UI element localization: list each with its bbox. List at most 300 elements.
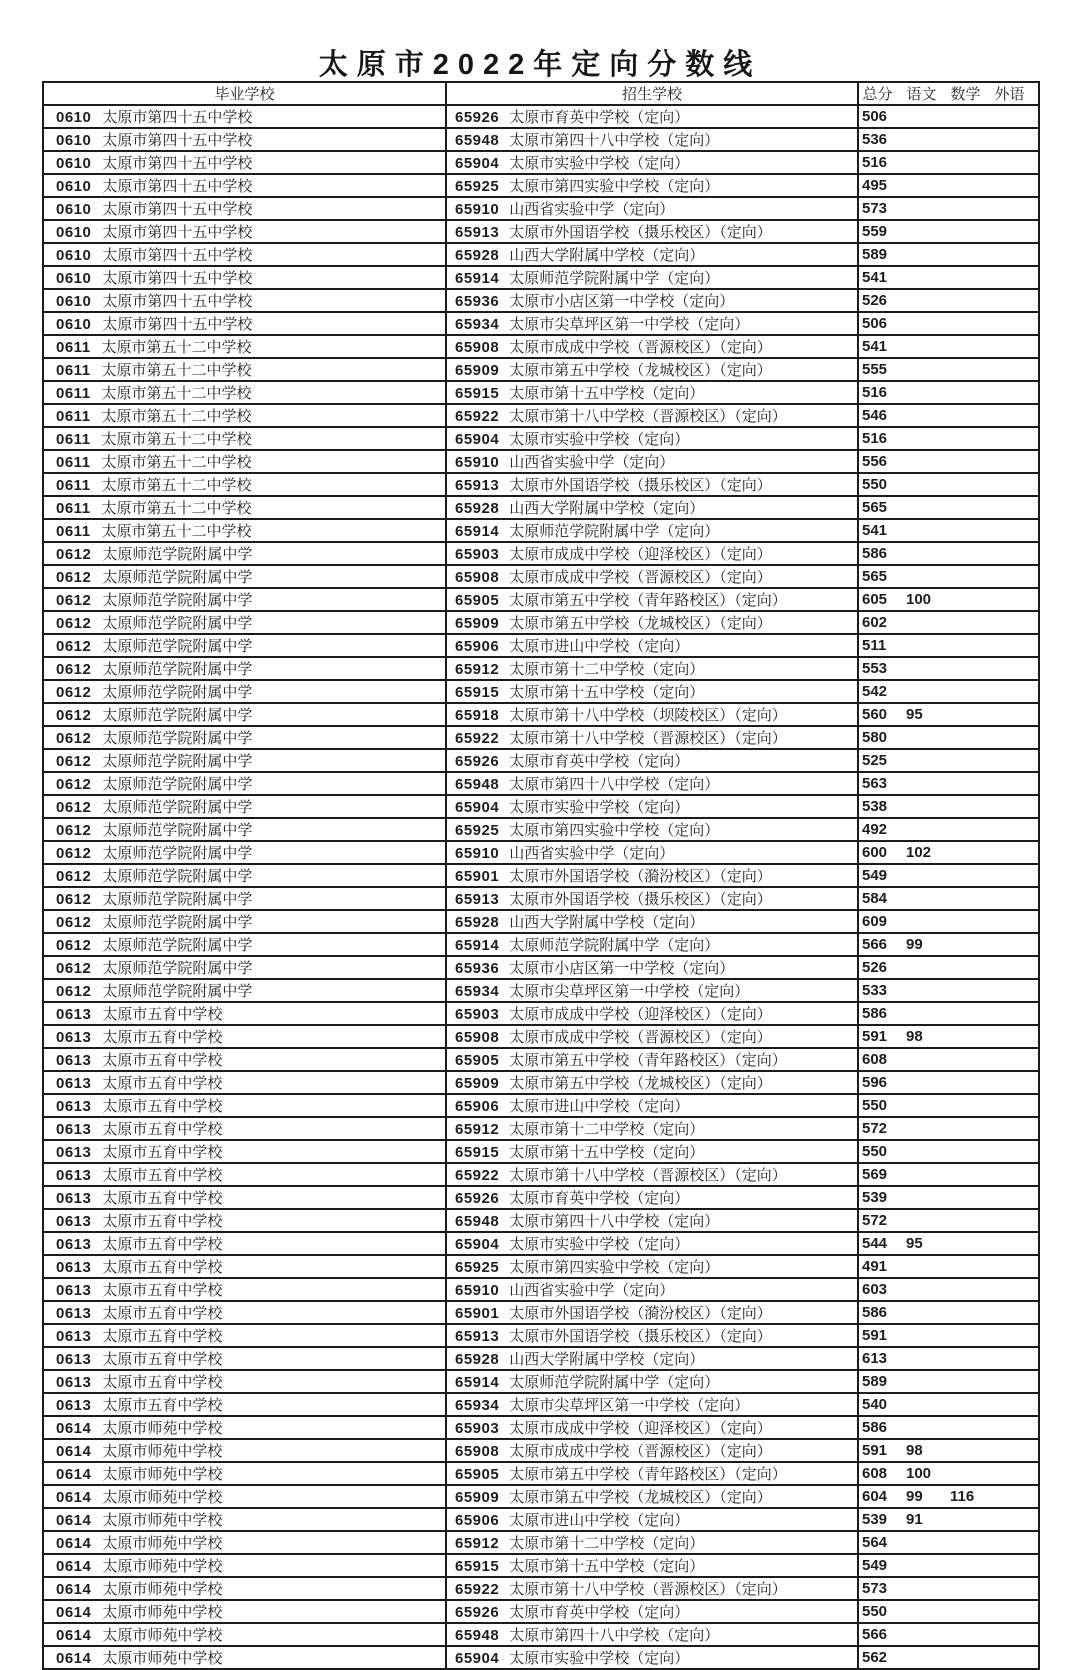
scores-cell — [858, 657, 1039, 680]
rec-school-cell — [446, 473, 858, 496]
grad-school-cell — [43, 381, 446, 404]
table-row — [43, 335, 1039, 358]
rec-school-name: 太原市进山中学校（定向） — [509, 1098, 690, 1115]
grad-school-cell — [43, 1324, 446, 1347]
rec-school-cell — [446, 979, 858, 1002]
grad-school-cell — [43, 243, 446, 266]
grad-school-name: 太原市五育中学校 — [102, 1328, 223, 1345]
grad-school-name: 太原师范学院附属中学 — [102, 615, 253, 632]
rec-school-name: 太原市小店区第一中学校（定向） — [509, 960, 735, 977]
rec-school-cell — [446, 220, 858, 243]
rec-school-code: 65925 — [455, 822, 500, 839]
chinese-score: 91 — [906, 1511, 923, 1528]
total-score: 539 — [862, 1189, 888, 1206]
grad-school-code: 0612 — [56, 661, 92, 678]
scores-cell — [858, 1485, 1039, 1508]
rec-school-name: 太原市第四实验中学校（定向） — [509, 178, 720, 195]
rec-school-cell — [446, 933, 858, 956]
grad-school-name: 太原市五育中学校 — [102, 1006, 223, 1023]
rec-school-cell — [446, 427, 858, 450]
table-row — [43, 1117, 1039, 1140]
total-score: 600 — [862, 844, 888, 861]
rec-school-code: 65934 — [455, 316, 500, 333]
rec-school-name: 太原市成成中学校（迎泽校区）（定向） — [509, 546, 772, 563]
total-score: 542 — [862, 683, 888, 700]
rec-school-cell — [446, 565, 858, 588]
rec-school-code: 65934 — [455, 983, 500, 1000]
grad-school-code: 0613 — [56, 1190, 92, 1207]
grad-school-cell — [43, 105, 446, 128]
rec-school-cell — [446, 1393, 858, 1416]
table-row — [43, 1554, 1039, 1577]
rec-school-cell — [446, 1623, 858, 1646]
scores-cell — [858, 1140, 1039, 1163]
rec-school-code: 65905 — [455, 592, 500, 609]
scores-cell — [858, 749, 1039, 772]
total-score: 539 — [862, 1511, 888, 1528]
total-score: 536 — [862, 131, 888, 148]
table-row — [43, 1163, 1039, 1186]
rec-school-name: 太原市外国语学校（漪汾校区）（定向） — [509, 1305, 772, 1322]
rec-school-code: 65903 — [455, 1006, 500, 1023]
table-row — [43, 749, 1039, 772]
grad-school-name: 太原市师苑中学校 — [102, 1443, 223, 1460]
rec-school-code: 65925 — [455, 1259, 500, 1276]
rec-school-cell — [446, 1600, 858, 1623]
grad-school-cell — [43, 358, 446, 381]
grad-school-cell — [43, 1347, 446, 1370]
rec-school-code: 65912 — [455, 1535, 500, 1552]
total-score: 605 — [862, 591, 888, 608]
scores-cell — [858, 335, 1039, 358]
total-score: 538 — [862, 798, 888, 815]
total-score: 550 — [862, 1143, 888, 1160]
table-row — [43, 1531, 1039, 1554]
grad-school-cell — [43, 404, 446, 427]
grad-school-code: 0614 — [56, 1535, 92, 1552]
rec-school-cell — [446, 818, 858, 841]
grad-school-name: 太原市第五十二中学校 — [101, 385, 252, 402]
total-score: 580 — [862, 729, 888, 746]
grad-school-cell — [43, 680, 446, 703]
total-score: 549 — [862, 867, 888, 884]
rec-school-code: 65922 — [455, 1581, 500, 1598]
grad-school-cell — [43, 519, 446, 542]
grad-school-code: 0610 — [56, 132, 92, 149]
grad-school-cell — [43, 1554, 446, 1577]
grad-school-code: 0612 — [56, 569, 92, 586]
rec-school-code: 65914 — [455, 523, 500, 540]
scores-cell — [858, 1462, 1039, 1485]
rec-school-name: 太原市第五中学校（青年路校区）（定向） — [509, 592, 787, 609]
grad-school-cell — [43, 1071, 446, 1094]
table-row — [43, 496, 1039, 519]
grad-school-code: 0614 — [56, 1420, 92, 1437]
rec-school-name: 太原市第十八中学校（坝陵校区）（定向） — [509, 707, 787, 724]
rec-school-code: 65934 — [455, 1397, 500, 1414]
chinese-score: 98 — [906, 1442, 923, 1459]
table-body — [43, 105, 1039, 1669]
chinese-score: 102 — [906, 844, 932, 861]
grad-school-name: 太原市师苑中学校 — [102, 1604, 223, 1621]
scores-cell — [858, 128, 1039, 151]
table-row — [43, 634, 1039, 657]
rec-school-code: 65909 — [455, 1075, 500, 1092]
scores-cell — [858, 1646, 1039, 1669]
rec-school-cell — [446, 1577, 858, 1600]
table-row — [43, 1324, 1039, 1347]
rec-school-cell — [446, 542, 858, 565]
scores-cell — [858, 772, 1039, 795]
scores-cell — [858, 1209, 1039, 1232]
chinese-score: 95 — [906, 1235, 923, 1252]
scores-cell — [858, 542, 1039, 565]
grad-school-name: 太原市五育中学校 — [102, 1236, 223, 1253]
rec-school-cell — [446, 450, 858, 473]
rec-school-code: 65915 — [455, 1558, 500, 1575]
grad-school-name: 太原市第五十二中学校 — [101, 408, 252, 425]
grad-school-code: 0612 — [56, 891, 92, 908]
rec-school-name: 太原市第十五中学校（定向） — [509, 1558, 705, 1575]
rec-school-name: 山西大学附属中学校（定向） — [509, 914, 705, 931]
rec-school-cell — [446, 749, 858, 772]
rec-school-name: 太原市实验中学校（定向） — [509, 1236, 690, 1253]
rec-school-code: 65914 — [455, 270, 500, 287]
grad-school-code: 0614 — [56, 1627, 92, 1644]
grad-school-name: 太原市五育中学校 — [102, 1121, 223, 1138]
grad-school-cell — [43, 726, 446, 749]
rec-school-code: 65922 — [455, 730, 500, 747]
scores-cell — [858, 312, 1039, 335]
rec-school-name: 太原市第四十八中学校（定向） — [509, 132, 720, 149]
grad-school-code: 0610 — [56, 201, 92, 218]
rec-school-name: 太原市尖草坪区第一中学校（定向） — [509, 1397, 750, 1414]
grad-school-code: 0612 — [56, 707, 92, 724]
grad-school-code: 0611 — [56, 408, 91, 425]
rec-school-code: 65928 — [455, 247, 500, 264]
grad-school-name: 太原市第五十二中学校 — [101, 431, 252, 448]
total-score: 609 — [862, 913, 888, 930]
rec-school-name: 太原市进山中学校（定向） — [509, 1512, 690, 1529]
rec-school-cell — [446, 1416, 858, 1439]
header-total-score: 总分 — [862, 86, 893, 103]
table-row — [43, 1025, 1039, 1048]
grad-school-cell — [43, 197, 446, 220]
total-score: 550 — [862, 1097, 888, 1114]
rec-school-code: 65901 — [455, 1305, 500, 1322]
grad-school-cell — [43, 542, 446, 565]
table-row — [43, 841, 1039, 864]
grad-school-code: 0611 — [56, 385, 91, 402]
rec-school-cell — [446, 657, 858, 680]
scores-cell — [858, 105, 1039, 128]
rec-school-cell — [446, 358, 858, 381]
total-score: 492 — [862, 821, 888, 838]
grad-school-code: 0611 — [56, 500, 91, 517]
rec-school-cell — [446, 496, 858, 519]
grad-school-cell — [43, 220, 446, 243]
grad-school-cell — [43, 864, 446, 887]
total-score: 572 — [862, 1212, 888, 1229]
grad-school-cell — [43, 1255, 446, 1278]
total-score: 546 — [862, 407, 888, 424]
table-row — [43, 611, 1039, 634]
scores-cell — [858, 680, 1039, 703]
rec-school-code: 65906 — [455, 1098, 500, 1115]
rec-school-cell — [446, 1163, 858, 1186]
scores-cell — [858, 220, 1039, 243]
scores-cell — [858, 1094, 1039, 1117]
grad-school-code: 0614 — [56, 1558, 92, 1575]
scores-cell — [858, 933, 1039, 956]
total-score: 591 — [862, 1442, 888, 1459]
grad-school-cell — [43, 1646, 446, 1669]
grad-school-code: 0610 — [56, 224, 92, 241]
grad-school-cell — [43, 565, 446, 588]
grad-school-code: 0612 — [56, 638, 92, 655]
rec-school-name: 太原市第五中学校（龙城校区）（定向） — [509, 615, 772, 632]
table-row — [43, 1071, 1039, 1094]
rec-school-cell — [446, 128, 858, 151]
table-row — [43, 657, 1039, 680]
table-row — [43, 1370, 1039, 1393]
grad-school-code: 0613 — [56, 1328, 92, 1345]
rec-school-name: 太原市外国语学校（摄乐校区）（定向） — [509, 224, 772, 241]
scores-cell — [858, 151, 1039, 174]
table-row — [43, 864, 1039, 887]
grad-school-code: 0612 — [56, 937, 92, 954]
table-row — [43, 703, 1039, 726]
rec-school-code: 65908 — [455, 1029, 500, 1046]
table-row — [43, 818, 1039, 841]
table-row — [43, 795, 1039, 818]
total-score: 586 — [862, 545, 888, 562]
grad-school-code: 0612 — [56, 914, 92, 931]
scores-cell — [858, 1163, 1039, 1186]
grad-school-code: 0613 — [56, 1374, 92, 1391]
table-row — [43, 105, 1039, 128]
grad-school-name: 太原市第四十五中学校 — [102, 270, 253, 287]
scores-cell — [858, 795, 1039, 818]
scores-cell — [858, 404, 1039, 427]
grad-school-name: 太原市五育中学校 — [102, 1190, 223, 1207]
rec-school-cell — [446, 772, 858, 795]
table-row — [43, 1209, 1039, 1232]
grad-school-name: 太原市五育中学校 — [102, 1259, 223, 1276]
total-score: 564 — [862, 1534, 888, 1551]
scores-cell — [858, 1232, 1039, 1255]
rec-school-cell — [446, 1140, 858, 1163]
grad-school-cell — [43, 128, 446, 151]
rec-school-cell — [446, 1301, 858, 1324]
grad-school-cell — [43, 588, 446, 611]
rec-school-cell — [446, 956, 858, 979]
rec-school-cell — [446, 1439, 858, 1462]
table-row — [43, 1347, 1039, 1370]
rec-school-name: 太原市尖草坪区第一中学校（定向） — [509, 316, 750, 333]
grad-school-code: 0610 — [56, 293, 92, 310]
grad-school-name: 太原师范学院附属中学 — [102, 799, 253, 816]
scores-cell — [858, 979, 1039, 1002]
grad-school-name: 太原师范学院附属中学 — [102, 937, 253, 954]
total-score: 511 — [862, 637, 887, 654]
total-score: 569 — [862, 1166, 888, 1183]
grad-school-name: 太原市五育中学校 — [102, 1374, 223, 1391]
rec-school-code: 65913 — [455, 891, 500, 908]
grad-school-code: 0610 — [56, 316, 92, 333]
rec-school-cell — [446, 197, 858, 220]
grad-school-cell — [43, 749, 446, 772]
total-score: 589 — [862, 1373, 888, 1390]
grad-school-cell — [43, 496, 446, 519]
rec-school-name: 太原市实验中学校（定向） — [509, 155, 690, 172]
table-row — [43, 1301, 1039, 1324]
rec-school-cell — [446, 243, 858, 266]
header-chinese-score: 语文 — [906, 86, 937, 103]
rec-school-name: 太原市成成中学校（晋源校区）（定向） — [509, 1443, 772, 1460]
grad-school-cell — [43, 1209, 446, 1232]
grad-school-name: 太原市第四十五中学校 — [102, 201, 253, 218]
total-score: 586 — [862, 1005, 888, 1022]
grad-school-code: 0613 — [56, 1282, 92, 1299]
rec-school-code: 65908 — [455, 1443, 500, 1460]
grad-school-name: 太原市五育中学校 — [102, 1098, 223, 1115]
grad-school-cell — [43, 611, 446, 634]
rec-school-cell — [446, 1002, 858, 1025]
total-score: 516 — [862, 154, 888, 171]
grad-school-code: 0611 — [56, 477, 91, 494]
rec-school-cell — [446, 1186, 858, 1209]
rec-school-cell — [446, 335, 858, 358]
grad-school-name: 太原师范学院附属中学 — [102, 546, 253, 563]
total-score: 533 — [862, 982, 888, 999]
table-row — [43, 1048, 1039, 1071]
rec-school-code: 65926 — [455, 753, 500, 770]
table-row — [43, 772, 1039, 795]
table-row — [43, 358, 1039, 381]
table-row — [43, 381, 1039, 404]
table-row — [43, 519, 1039, 542]
rec-school-code: 65909 — [455, 615, 500, 632]
rec-school-name: 太原市外国语学校（摄乐校区）（定向） — [509, 891, 772, 908]
grad-school-cell — [43, 1163, 446, 1186]
rec-school-name: 太原市第五中学校（龙城校区）（定向） — [509, 1489, 772, 1506]
rec-school-code: 65922 — [455, 408, 500, 425]
grad-school-code: 0613 — [56, 1029, 92, 1046]
table-row — [43, 404, 1039, 427]
grad-school-name: 太原市第五十二中学校 — [101, 454, 252, 471]
rec-school-cell — [446, 312, 858, 335]
grad-school-code: 0613 — [56, 1236, 92, 1253]
scores-cell — [858, 864, 1039, 887]
rec-school-code: 65904 — [455, 431, 500, 448]
rec-school-code: 65926 — [455, 109, 500, 126]
rec-school-name: 太原市第十五中学校（定向） — [509, 684, 705, 701]
grad-school-code: 0613 — [56, 1397, 92, 1414]
rec-school-name: 太原市第五中学校（龙城校区）（定向） — [509, 362, 772, 379]
scores-cell — [858, 427, 1039, 450]
grad-school-code: 0612 — [56, 546, 92, 563]
rec-school-code: 65908 — [455, 569, 500, 586]
table-row — [43, 1416, 1039, 1439]
rec-school-cell — [446, 611, 858, 634]
grad-school-name: 太原师范学院附属中学 — [102, 707, 253, 724]
scores-cell — [858, 588, 1039, 611]
grad-school-code: 0612 — [56, 799, 92, 816]
rec-school-code: 65936 — [455, 960, 500, 977]
grad-school-name: 太原市五育中学校 — [102, 1305, 223, 1322]
grad-school-cell — [43, 427, 446, 450]
scores-cell — [858, 1048, 1039, 1071]
total-score: 573 — [862, 200, 888, 217]
rec-school-code: 65915 — [455, 385, 500, 402]
total-score: 550 — [862, 476, 888, 493]
rec-school-name: 太原市成成中学校（晋源校区）（定向） — [509, 569, 772, 586]
grad-school-cell — [43, 1232, 446, 1255]
header-scores — [858, 82, 1039, 105]
grad-school-name: 太原市第五十二中学校 — [101, 500, 252, 517]
rec-school-code: 65922 — [455, 1167, 500, 1184]
grad-school-cell — [43, 772, 446, 795]
total-score: 541 — [862, 522, 888, 539]
rec-school-name: 太原师范学院附属中学（定向） — [509, 523, 720, 540]
total-score: 603 — [862, 1281, 888, 1298]
grad-school-code: 0614 — [56, 1581, 92, 1598]
grad-school-cell — [43, 1117, 446, 1140]
grad-school-cell — [43, 1301, 446, 1324]
grad-school-cell — [43, 1393, 446, 1416]
rec-school-cell — [446, 1462, 858, 1485]
grad-school-name: 太原市第四十五中学校 — [102, 293, 253, 310]
rec-school-name: 太原市第十八中学校（晋源校区）（定向） — [509, 408, 787, 425]
rec-school-code: 65905 — [455, 1052, 500, 1069]
rec-school-cell — [446, 519, 858, 542]
total-score: 596 — [862, 1074, 888, 1091]
rec-school-name: 太原师范学院附属中学（定向） — [509, 1374, 720, 1391]
grad-school-code: 0610 — [56, 109, 92, 126]
table-header-row — [43, 82, 1039, 105]
table-row — [43, 197, 1039, 220]
rec-school-name: 山西省实验中学（定向） — [509, 1282, 675, 1299]
rec-school-name: 太原市外国语学校（漪汾校区）（定向） — [509, 868, 772, 885]
rec-school-code: 65910 — [455, 201, 500, 218]
page-title: 太原市2022年定向分数线 — [318, 49, 762, 81]
header-math-score: 数学 — [950, 86, 981, 103]
rec-school-name: 太原市第四实验中学校（定向） — [509, 822, 720, 839]
scores-cell — [858, 289, 1039, 312]
grad-school-code: 0612 — [56, 753, 92, 770]
rec-school-cell — [446, 1531, 858, 1554]
grad-school-name: 太原市第四十五中学校 — [102, 109, 253, 126]
table-row — [43, 266, 1039, 289]
total-score: 586 — [862, 1419, 888, 1436]
grad-school-code: 0614 — [56, 1489, 92, 1506]
grad-school-cell — [43, 979, 446, 1002]
rec-school-name: 太原市小店区第一中学校（定向） — [509, 293, 735, 310]
rec-school-cell — [446, 703, 858, 726]
rec-school-code: 65914 — [455, 1374, 500, 1391]
grad-school-name: 太原师范学院附属中学 — [102, 891, 253, 908]
rec-school-cell — [446, 1347, 858, 1370]
rec-school-cell — [446, 174, 858, 197]
chinese-score: 100 — [906, 1465, 932, 1482]
scores-cell — [858, 1600, 1039, 1623]
total-score: 613 — [862, 1350, 888, 1367]
grad-school-code: 0613 — [56, 1167, 92, 1184]
grad-school-cell — [43, 450, 446, 473]
table-row — [43, 128, 1039, 151]
total-score: 563 — [862, 775, 888, 792]
